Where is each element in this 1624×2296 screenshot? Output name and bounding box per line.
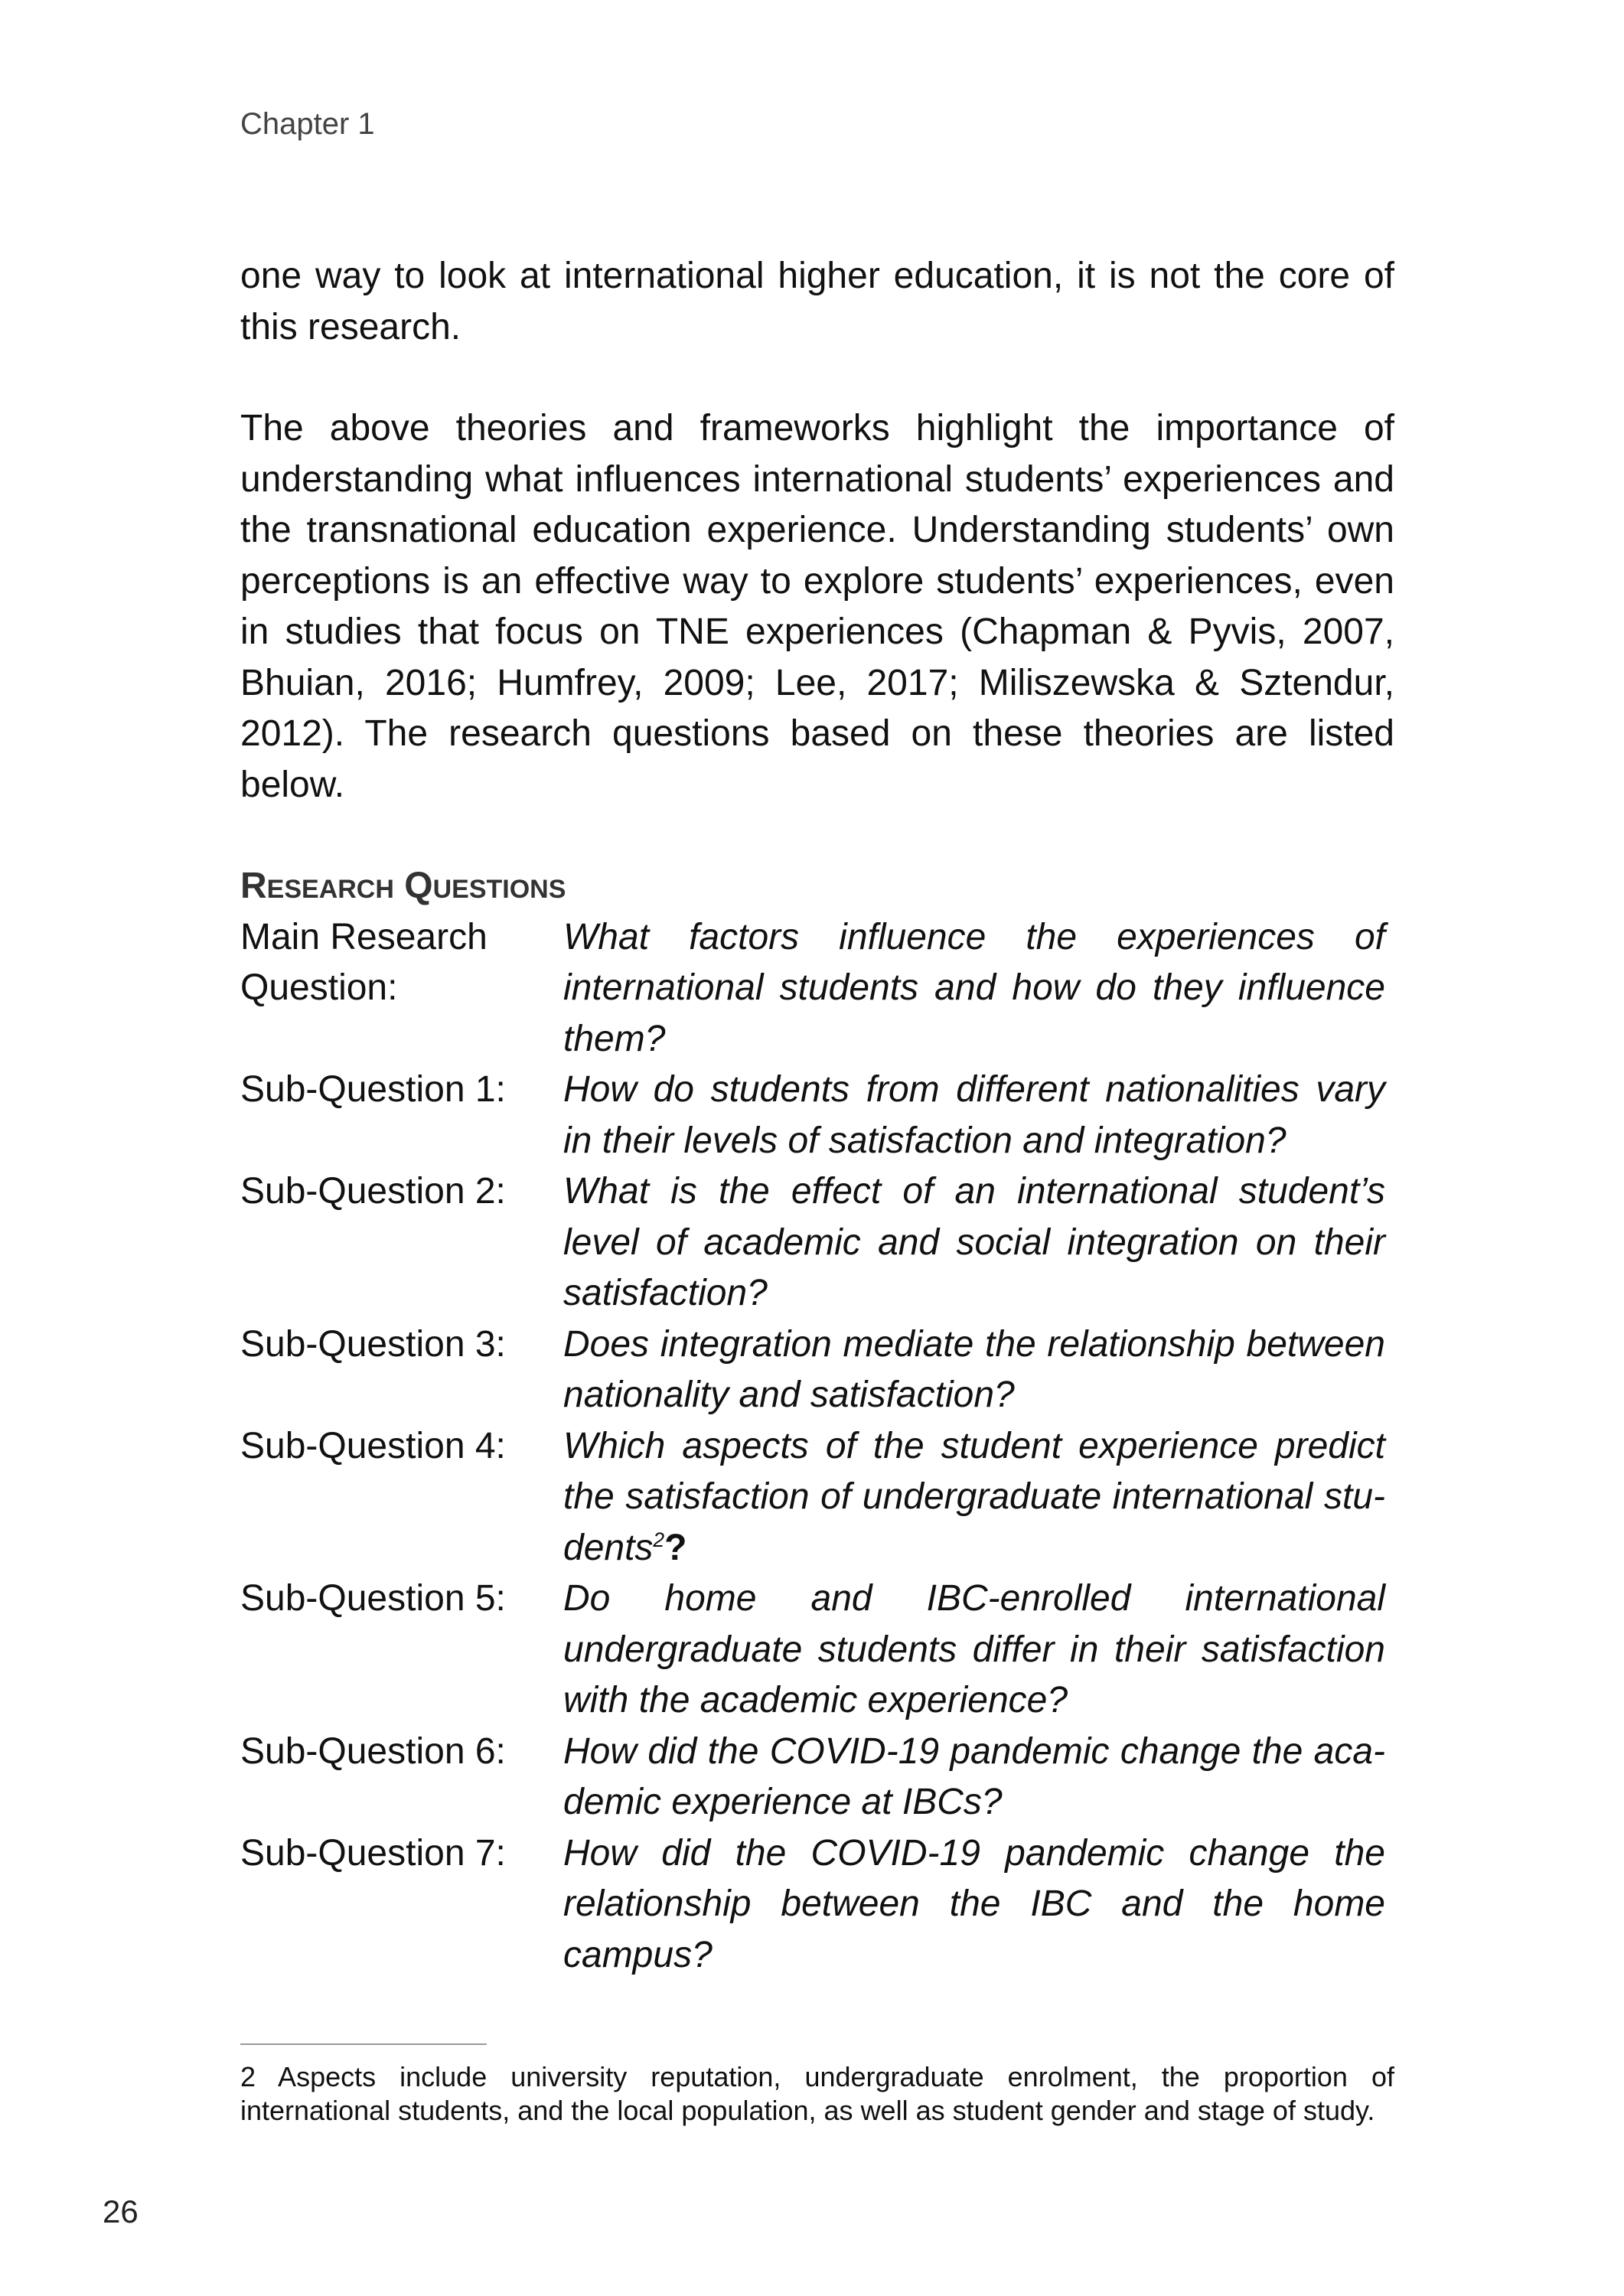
footnote-reference[interactable]: 2 <box>653 1528 665 1551</box>
footnote-divider <box>240 2043 487 2045</box>
running-head: Chapter 1 <box>240 107 375 141</box>
section-heading: Research Questions <box>240 866 566 906</box>
rq-label: Sub-Question 3: <box>240 1323 506 1365</box>
rq-row-sub-1 <box>240 1065 1394 1166</box>
rq-text <box>563 1421 1385 1574</box>
rq-label: Sub-Question 1: <box>240 1069 506 1110</box>
rq-label: Sub-Question 5: <box>240 1578 506 1619</box>
rq-text-body: Which aspects of the student experience predict the satisfaction of undergraduate international students <box>563 1425 1385 1568</box>
question-mark: ? <box>664 1527 687 1568</box>
rq-label: Sub-Question 7: <box>240 1832 506 1874</box>
rq-row-sub-4 <box>240 1421 1394 1574</box>
rq-label: Sub-Question 2: <box>240 1171 506 1212</box>
page-number: 26 <box>103 2193 139 2229</box>
rq-text: How did the COVID-19 pandemic change the relationship between the IBC and the home campus? <box>563 1832 1385 1975</box>
rq-row-sub-5 <box>240 1574 1394 1727</box>
rq-row-sub-7 <box>240 1828 1394 1981</box>
rq-text: How did the COVID-19 pandemic change the academic experience at IBCs? <box>563 1730 1385 1822</box>
rq-row-sub-6 <box>240 1727 1394 1828</box>
rq-row-sub-2 <box>240 1166 1394 1319</box>
rq-label: Sub-Question 6: <box>240 1730 506 1772</box>
rq-text: Do home and IBC-enrolled international undergraduate students differ in their satisfaction with the academic experience? <box>563 1578 1385 1720</box>
body-paragraph: one way to look at international higher education, it is not the core of this research. <box>240 256 1394 347</box>
rq-text: Does integration mediate the relationship between nationality and satisfaction? <box>563 1323 1385 1415</box>
rq-row-main <box>240 912 1394 1065</box>
rq-label: Main Research Question: <box>240 916 488 1008</box>
rq-text: What factors influence the experiences of international students and how do they influence them? <box>563 916 1385 1059</box>
rq-row-sub-3 <box>240 1319 1394 1421</box>
page-body <box>240 251 1394 2128</box>
rq-text: How do students from different nationalities vary in their levels of satisfaction and integration? <box>563 1069 1385 1161</box>
body-paragraph: The above theories and frameworks highlight the importance of understanding what influences international students’ experiences and the transnational education experience. Understanding students’ own perceptions is an effective way to explore students’ experiences, even in studies that focus on TNE experiences (Chapman & Pyvis, 2007, Bhuian, 2016; Humfrey, 2009; Lee, 2017; Miliszewska & Sztendur, 2012). The research questions based on these theories are listed below. <box>240 408 1394 805</box>
rq-label: Sub-Question 4: <box>240 1425 506 1466</box>
footnote: 2 Aspects include university reputation, undergraduate enrolment, the proportion of international students, and the local population, as well as student gender and stage of study. <box>240 2061 1394 2126</box>
research-questions-list <box>240 912 1394 1981</box>
rq-text: What is the effect of an international student’s level of academic and social integration on their satisfaction? <box>563 1171 1385 1313</box>
